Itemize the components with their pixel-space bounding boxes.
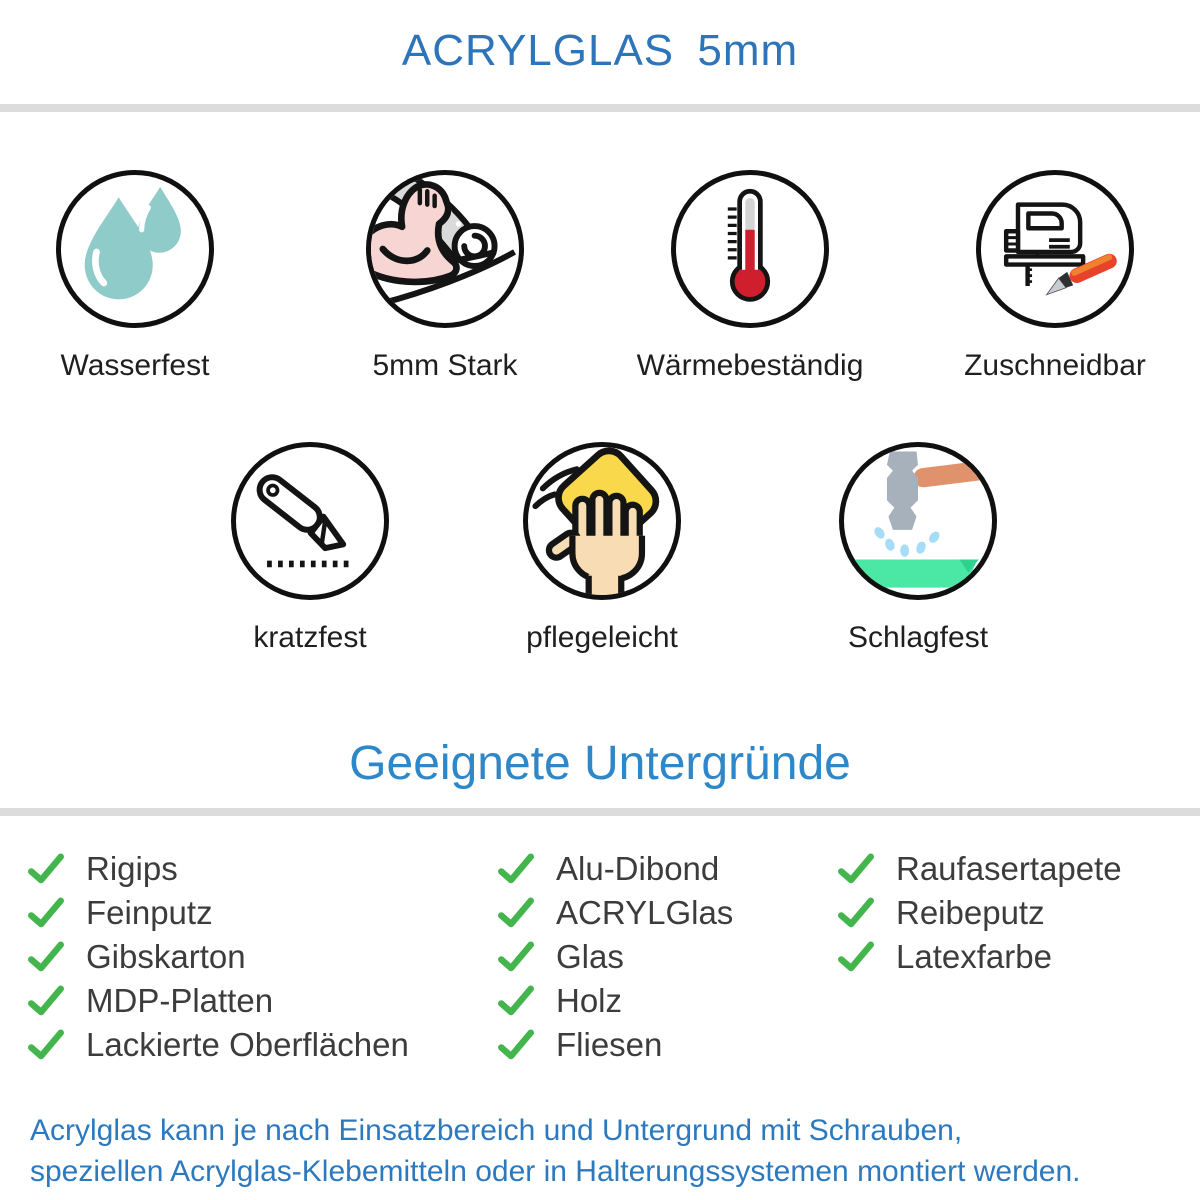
list-item [836,852,1122,885]
list-item [496,896,733,929]
surface-label: Latexfarbe [896,938,1052,975]
mounting-note [30,1110,1081,1192]
page-title: ACRYLGLAS 5mm [401,26,799,75]
feature-5mm-stark [325,170,565,383]
surface-label: Raufasertapete [896,850,1122,887]
checkmark-icon [836,897,876,929]
icon-circle [839,442,997,600]
surface-label: Rigips [86,850,178,887]
feature-zuschneidbar [935,170,1175,383]
surface-label: Feinputz [86,894,213,931]
feature-waermebestaendig [630,170,870,383]
icon-circle [976,170,1134,328]
surface-column-2 [496,852,733,1072]
list-item [496,852,733,885]
list-item [26,984,409,1017]
surface-label: ACRYLGlas [556,894,734,931]
list-item [26,896,409,929]
checkmark-icon [496,941,536,973]
jigsaw-cutter-icon [981,175,1129,323]
list-item [26,940,409,973]
muscle-arm-icon [371,175,519,323]
checkmark-icon [836,853,876,885]
icon-circle [366,170,524,328]
surface-label: Glas [556,938,624,975]
checkmark-icon [496,1029,536,1061]
list-item [836,896,1122,929]
checkmark-icon [26,1029,66,1061]
checkmark-icon [26,897,66,929]
icon-circle [523,442,681,600]
icon-circle [671,170,829,328]
feature-schlagfest [798,442,1038,655]
checkmark-icon [836,941,876,973]
checkmark-icon [26,941,66,973]
thermometer-icon [676,175,824,323]
list-item [496,984,733,1017]
icon-circle [56,170,214,328]
surface-label: Gibskarton [86,938,246,975]
divider [0,808,1200,816]
surface-label: Lackierte Oberflächen [86,1026,409,1063]
feature-label: Wärmebeständig [636,349,864,382]
list-item [496,1028,733,1061]
feature-label: pflegeleicht [526,621,678,654]
surface-label: Reibeputz [896,894,1045,931]
mounting-note-line2: speziellen Acrylglas-Klebemitteln oder in Halterungssystemen montiert werden. [30,1155,1081,1188]
surface-label: Holz [556,982,623,1019]
hammer-impact-icon [844,447,992,595]
checkmark-icon [496,985,536,1017]
cleaning-hand-icon [528,447,676,595]
feature-wasserfest [15,170,255,383]
checkmark-icon [26,853,66,885]
section-heading: Geeignete Untergründe [349,737,851,790]
surface-column-3 [836,852,1122,984]
icon-circle [231,442,389,600]
feature-label: kratzfest [253,621,367,654]
mounting-note-line1: Acrylglas kann je nach Einsatzbereich und Untergrund mit Schrauben, [30,1114,963,1147]
surface-label: Alu-Dibond [556,850,720,887]
list-item [836,940,1122,973]
water-drops-icon [61,175,209,323]
surface-column-1 [26,852,409,1072]
list-item [26,1028,409,1061]
feature-label: 5mm Stark [372,349,518,382]
checkmark-icon [496,897,536,929]
list-item [26,852,409,885]
surface-label: Fliesen [556,1026,663,1063]
checkmark-icon [496,853,536,885]
utility-knife-icon [236,447,384,595]
feature-kratzfest [190,442,430,655]
feature-label: Schlagfest [847,621,989,654]
surface-label: MDP-Platten [86,982,274,1019]
checkmark-icon [26,985,66,1017]
feature-pflegeleicht [482,442,722,655]
list-item [496,940,733,973]
divider [0,104,1200,112]
feature-label: Zuschneidbar [964,349,1146,382]
feature-label: Wasserfest [60,349,210,382]
